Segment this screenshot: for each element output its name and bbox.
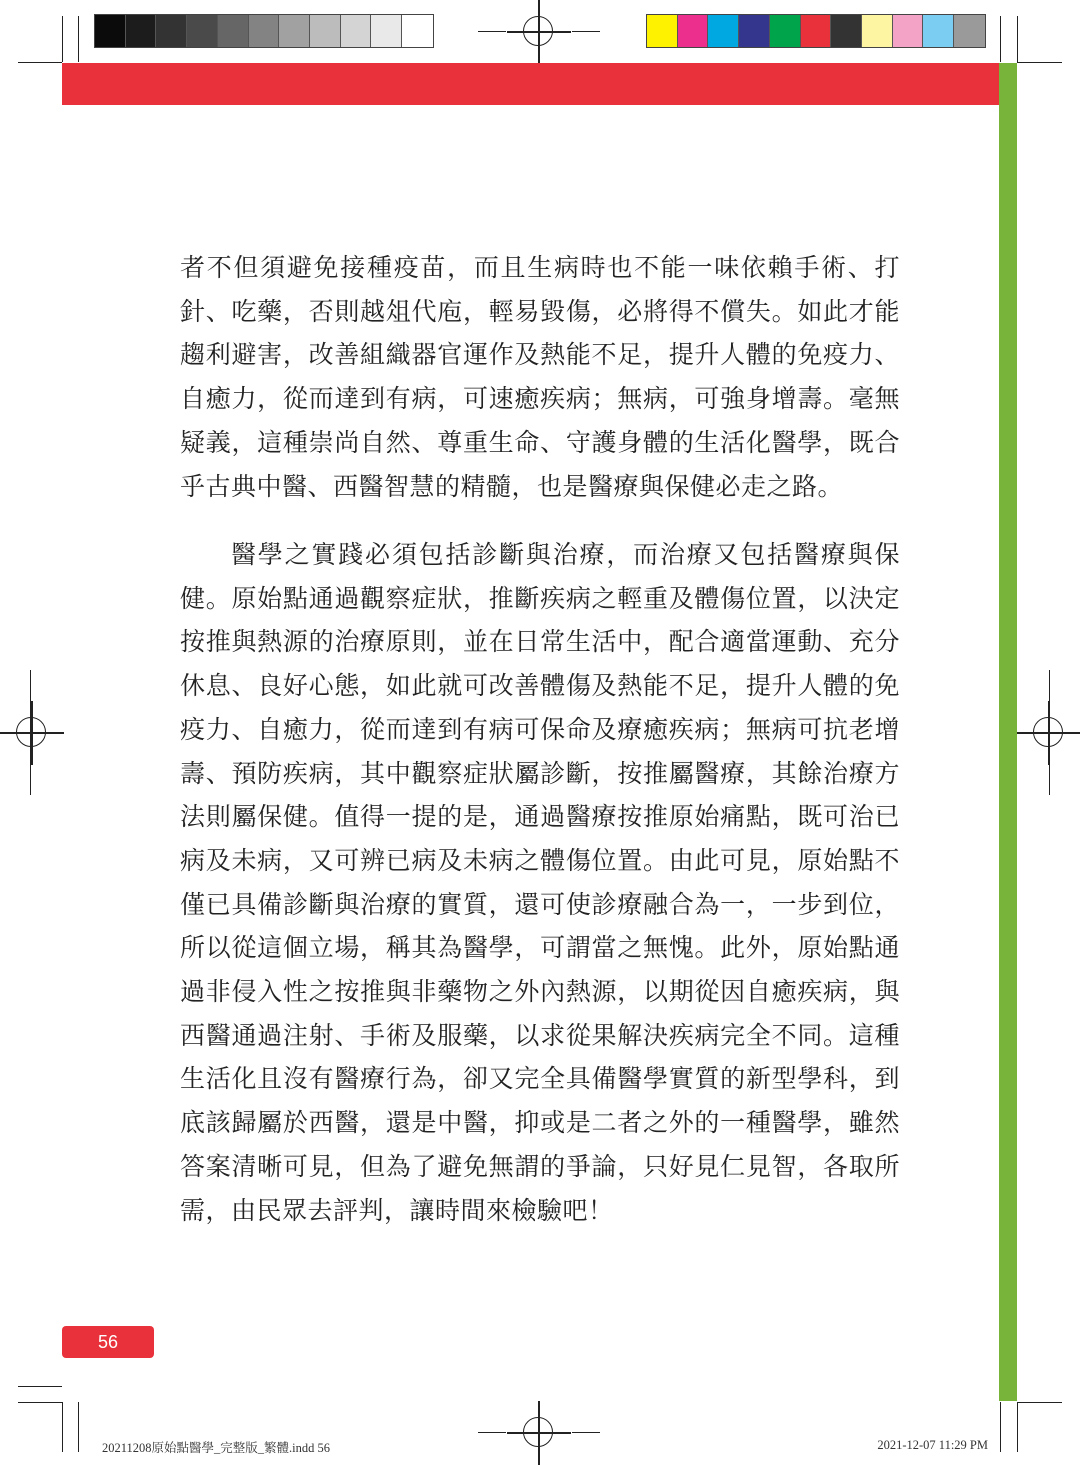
- gray-swatch: [218, 15, 249, 47]
- color-swatch: [678, 15, 709, 47]
- body-paragraph: 醫學之實踐必須包括診斷與治療，而治療又包括醫療與保健。原始點通過觀察症狀，推斷疾病之輕重及體傷位置，以決定按推與熱源的治療原則，並在日常生活中，配合適當運動、充分休息、良好心態，如此就可改善體傷及熱能不足，提升人體的免疫力、自癒力，從而達到有病可保命及療癒疾病；無病可抗老增壽、預防疾病，其中觀察症狀屬診斷，按推屬醫療，其餘治療方法則屬保健。值得一提的是，通過醫療按推原始痛點，既可治已病及未病，又可辨已病及未病之體傷位置。由此可見，原始點不僅已具備診斷與治療的實質，還可使診療融合為一，一步到位，所以從這個立場，稱其為醫學，可謂當之無愧。此外，原始點通過非侵入性之按推與非藥物之外內熱源，以期從因自癒疾病，與西醫通過注射、手術及服藥，以求從果解決疾病完全不同。這種生活化且沒有醫療行為，卻又完全具備醫學實質的新型學科，到底該歸屬於西醫，還是中醫，抑或是二者之外的一種醫學，雖然答案清晰可見，但為了避免無謂的爭論，只好見仁見智，各取所需，由民眾去評判，讓時間來檢驗吧！: [180, 540, 900, 1225]
- edge-green-band: [999, 63, 1017, 1401]
- crop-mark: [78, 16, 79, 62]
- color-swatch: [893, 15, 924, 47]
- crop-mark: [78, 1402, 79, 1452]
- crop-mark: [1017, 1402, 1018, 1452]
- crop-mark: [1000, 1402, 1001, 1452]
- crop-mark: [18, 1402, 62, 1403]
- registration-mark-top: [507, 0, 571, 64]
- crop-mark: [1017, 1402, 1062, 1403]
- color-swatch: [831, 15, 862, 47]
- color-swatch: [708, 15, 739, 47]
- page-number-badge: 56: [62, 1326, 154, 1358]
- gray-swatch: [279, 15, 310, 47]
- color-swatch: [923, 15, 954, 47]
- crop-mark: [1000, 16, 1001, 62]
- gray-swatch: [95, 15, 126, 47]
- crop-mark: [18, 1386, 62, 1387]
- crop-mark: [18, 62, 62, 63]
- crop-mark: [1017, 62, 1062, 63]
- gray-swatch: [371, 15, 402, 47]
- header-red-band: [62, 63, 999, 105]
- color-swatch: [739, 15, 770, 47]
- crop-mark: [1017, 16, 1018, 62]
- color-swatch: [954, 15, 985, 47]
- color-swatch: [770, 15, 801, 47]
- crop-mark: [572, 31, 600, 32]
- gray-swatch: [126, 15, 157, 47]
- grayscale-color-bar: [94, 14, 434, 48]
- print-slug-filename: 20211208原始點醫學_完整版_繁體.indd 56: [102, 1441, 331, 1455]
- registration-mark-bottom: [507, 1401, 571, 1465]
- crop-mark: [62, 16, 63, 62]
- gray-swatch: [249, 15, 280, 47]
- gray-swatch: [402, 15, 433, 47]
- process-color-bar: [646, 14, 986, 48]
- print-slug-datetime: 2021-12-07 11:29 PM: [877, 1438, 988, 1452]
- crop-mark: [62, 1402, 63, 1452]
- gray-swatch: [156, 15, 187, 47]
- color-swatch: [862, 15, 893, 47]
- crop-mark: [478, 1432, 506, 1433]
- gray-swatch: [310, 15, 341, 47]
- crop-mark: [1049, 670, 1050, 795]
- crop-mark: [572, 1432, 600, 1433]
- color-swatch: [647, 15, 678, 47]
- registration-mark-left: [0, 701, 64, 765]
- color-swatch: [801, 15, 832, 47]
- gray-swatch: [341, 15, 372, 47]
- crop-mark: [478, 31, 506, 32]
- crop-mark: [30, 670, 31, 795]
- gray-swatch: [187, 15, 218, 47]
- body-paragraph: 者不但須避免接種疫苗，而且生病時也不能一味依賴手術、打針、吃藥，否則越俎代庖，輕易毀傷，必將得不償失。如此才能趨利避害，改善組織器官運作及熱能不足，提升人體的免疫力、自癒力，從而達到有病，可速癒疾病；無病，可強身增壽。毫無疑義，這種崇尚自然、尊重生命、守護身體的生活化醫學，既合乎古典中醫、西醫智慧的精髓，也是醫療與保健必走之路。: [180, 253, 900, 501]
